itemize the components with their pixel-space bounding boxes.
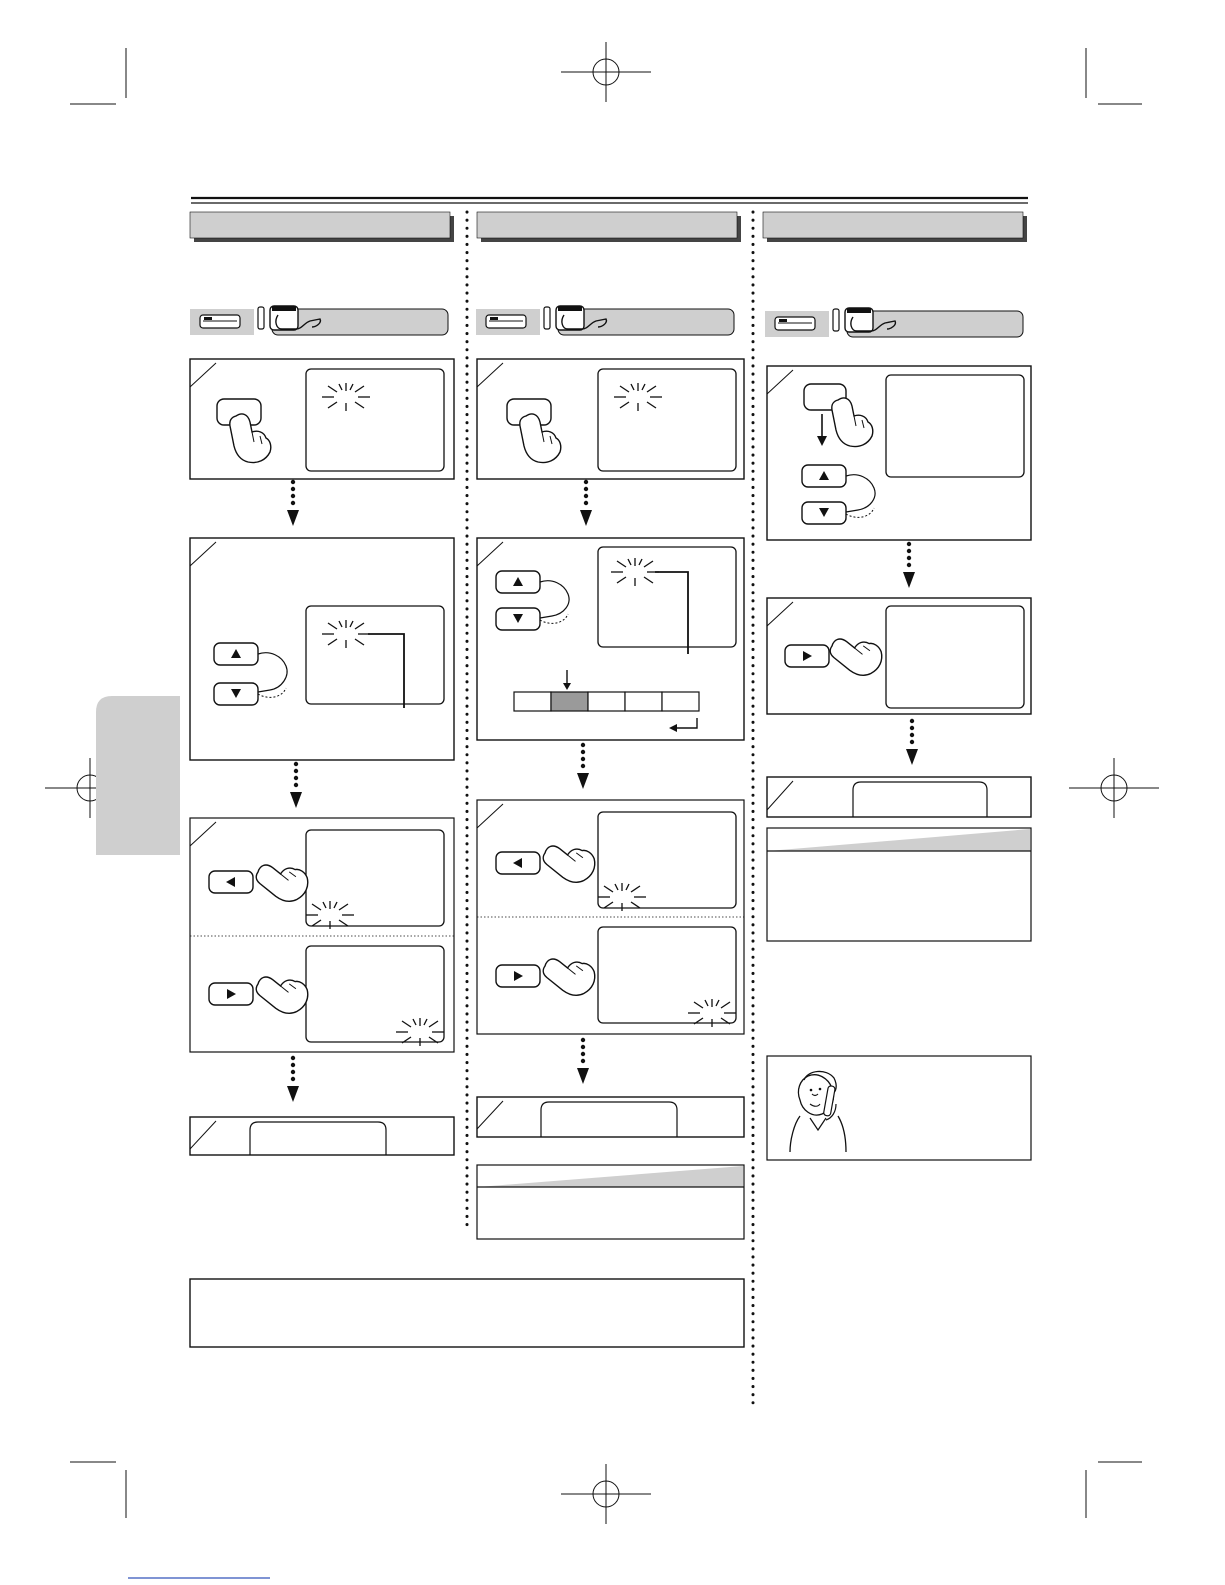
step-2-box <box>190 538 454 760</box>
tv-screen <box>598 812 736 908</box>
section-header <box>477 212 741 242</box>
tv-screen <box>306 830 444 926</box>
step-3-box <box>477 800 744 1034</box>
scale-segment <box>514 692 551 711</box>
dotted-arrow-icon <box>577 1038 589 1084</box>
dotted-arrow-icon <box>290 762 302 808</box>
scale-segment <box>551 692 588 711</box>
top-rule <box>191 198 1028 203</box>
dotted-arrow-icon <box>580 480 592 526</box>
vcr-icon <box>476 309 540 335</box>
note-box <box>767 828 1031 941</box>
vcr-icon <box>190 309 254 335</box>
scale-segment <box>588 692 625 711</box>
step-1-box <box>190 359 454 479</box>
bottom-note-text <box>190 1285 740 1341</box>
tv-screen <box>306 606 444 704</box>
tv-screen <box>886 375 1024 477</box>
dotted-arrow-icon <box>906 719 918 765</box>
step-3-box <box>190 818 454 1052</box>
step-1-box <box>477 359 744 479</box>
section-header <box>190 212 454 242</box>
step-4-box <box>477 1097 744 1137</box>
dotted-arrow-icon <box>287 1056 299 1102</box>
scale-segment <box>625 692 662 711</box>
remote-hand-icon <box>258 306 448 335</box>
dotted-arrow-icon <box>903 542 915 588</box>
remote-hand-icon <box>833 308 1023 337</box>
tv-screen <box>886 606 1024 708</box>
tv-screen <box>598 927 736 1023</box>
tv-screen <box>306 369 444 471</box>
remote-hand-icon <box>544 306 734 335</box>
vcr-icon <box>765 311 829 337</box>
step-2-box <box>477 538 744 740</box>
level-scale <box>514 692 699 711</box>
help-box <box>767 1056 1031 1160</box>
step-1-box <box>767 366 1031 540</box>
dotted-arrow-icon <box>287 480 299 526</box>
dotted-arrow-icon <box>577 743 589 789</box>
section-header <box>763 212 1027 242</box>
step-2-box <box>767 598 1031 714</box>
tv-screen <box>598 369 736 471</box>
tv-screen <box>306 946 444 1042</box>
note-box <box>477 1165 744 1239</box>
side-tab <box>96 696 180 855</box>
step-4-box <box>190 1117 454 1155</box>
step-3-box <box>767 777 1031 817</box>
scale-segment <box>662 692 699 711</box>
